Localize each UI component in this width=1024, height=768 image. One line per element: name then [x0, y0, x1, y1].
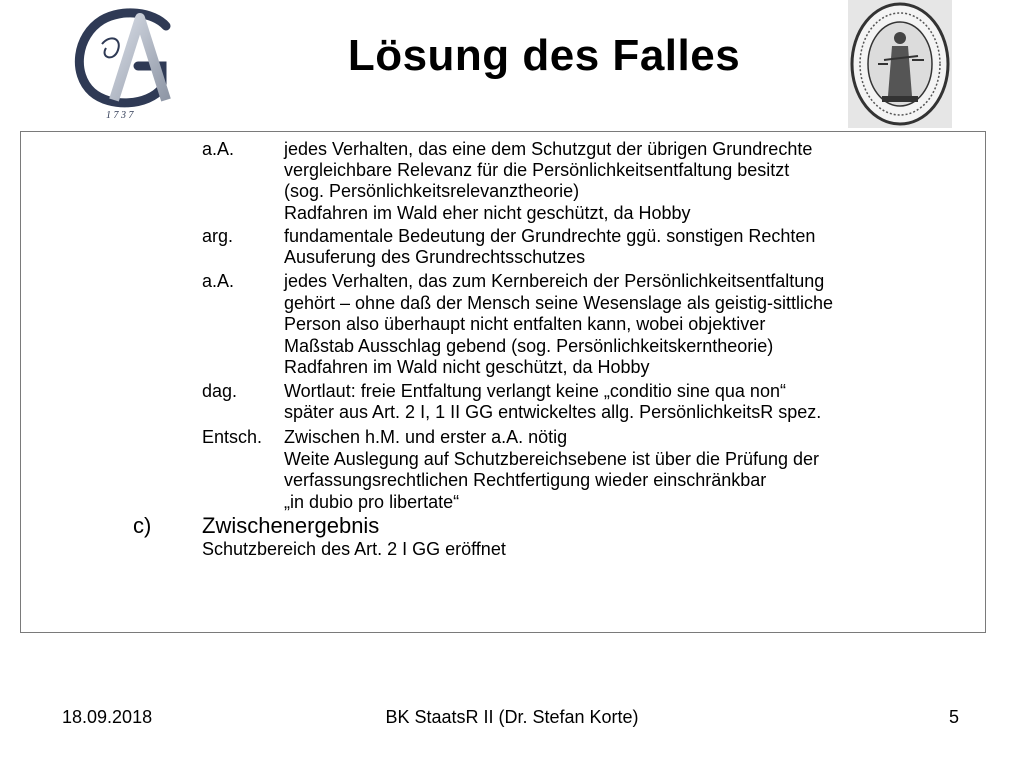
entry-line: Radfahren im Wald nicht geschützt, da Hobby [284, 357, 650, 377]
logo-year: 1 7 3 7 [106, 110, 134, 121]
entry-line: Person also überhaupt nicht entfalten kann, wobei objektiver [284, 314, 766, 334]
entry-line: später aus Art. 2 I, 1 II GG entwickeltes allg. PersönlichkeitsR spez. [284, 402, 822, 422]
entry-line: jedes Verhalten, das eine dem Schutzgut der übrigen Grundrechte [284, 139, 813, 159]
footer-course: BK StaatsR II (Dr. Stefan Korte) [385, 707, 639, 727]
entry-line: Ausuferung des Grundrechtsschutzes [284, 247, 586, 267]
university-seal-icon [848, 0, 952, 128]
entry-line: vergleichbare Relevanz für die Persönlichkeitsentfaltung besitzt [284, 160, 790, 180]
entry-label: a.A. [202, 139, 235, 159]
entry-label: Entsch. [202, 427, 263, 447]
entry-line: (sog. Persönlichkeitsrelevanztheorie) [284, 181, 580, 201]
section-title: Zwischenergebnis [202, 513, 380, 538]
entry-line: fundamentale Bedeutung der Grundrechte ggü. sonstigen Rechten [284, 226, 816, 246]
university-seal [848, 0, 952, 128]
entry-line: verfassungsrechtlichen Rechtfertigung wieder einschränkbar [284, 470, 767, 490]
entry-line: Radfahren im Wald eher nicht geschützt, da Hobby [284, 203, 691, 223]
entry-line: Weite Auslegung auf Schutzbereichsebene ist über die Prüfung der [284, 449, 820, 469]
entry-line: Maßstab Ausschlag gebend (sog. Persönlichkeitskerntheorie) [284, 336, 774, 356]
section-marker: c) [133, 513, 152, 538]
entry-line: Wortlaut: freie Entfaltung verlangt keine „conditio sine qua non“ [284, 381, 786, 401]
slide-title: Lösung des Falles [347, 31, 741, 80]
entry-label: dag. [202, 381, 238, 401]
footer-page-number: 5 [949, 707, 960, 727]
entry-line: „in dubio pro libertate“ [284, 492, 460, 512]
entry-label: a.A. [202, 271, 235, 291]
footer-date: 18.09.2018 [62, 707, 153, 727]
section-text: Schutzbereich des Art. 2 I GG eröffnet [202, 539, 506, 559]
entry-line: Zwischen h.M. und erster a.A. nötig [284, 427, 568, 447]
entry-label: arg. [202, 226, 234, 246]
entry-line: gehört – ohne daß der Mensch seine Wesenslage als geistig-sittliche [284, 293, 833, 313]
entry-line: jedes Verhalten, das zum Kernbereich der Persönlichkeitsentfaltung [284, 271, 825, 291]
